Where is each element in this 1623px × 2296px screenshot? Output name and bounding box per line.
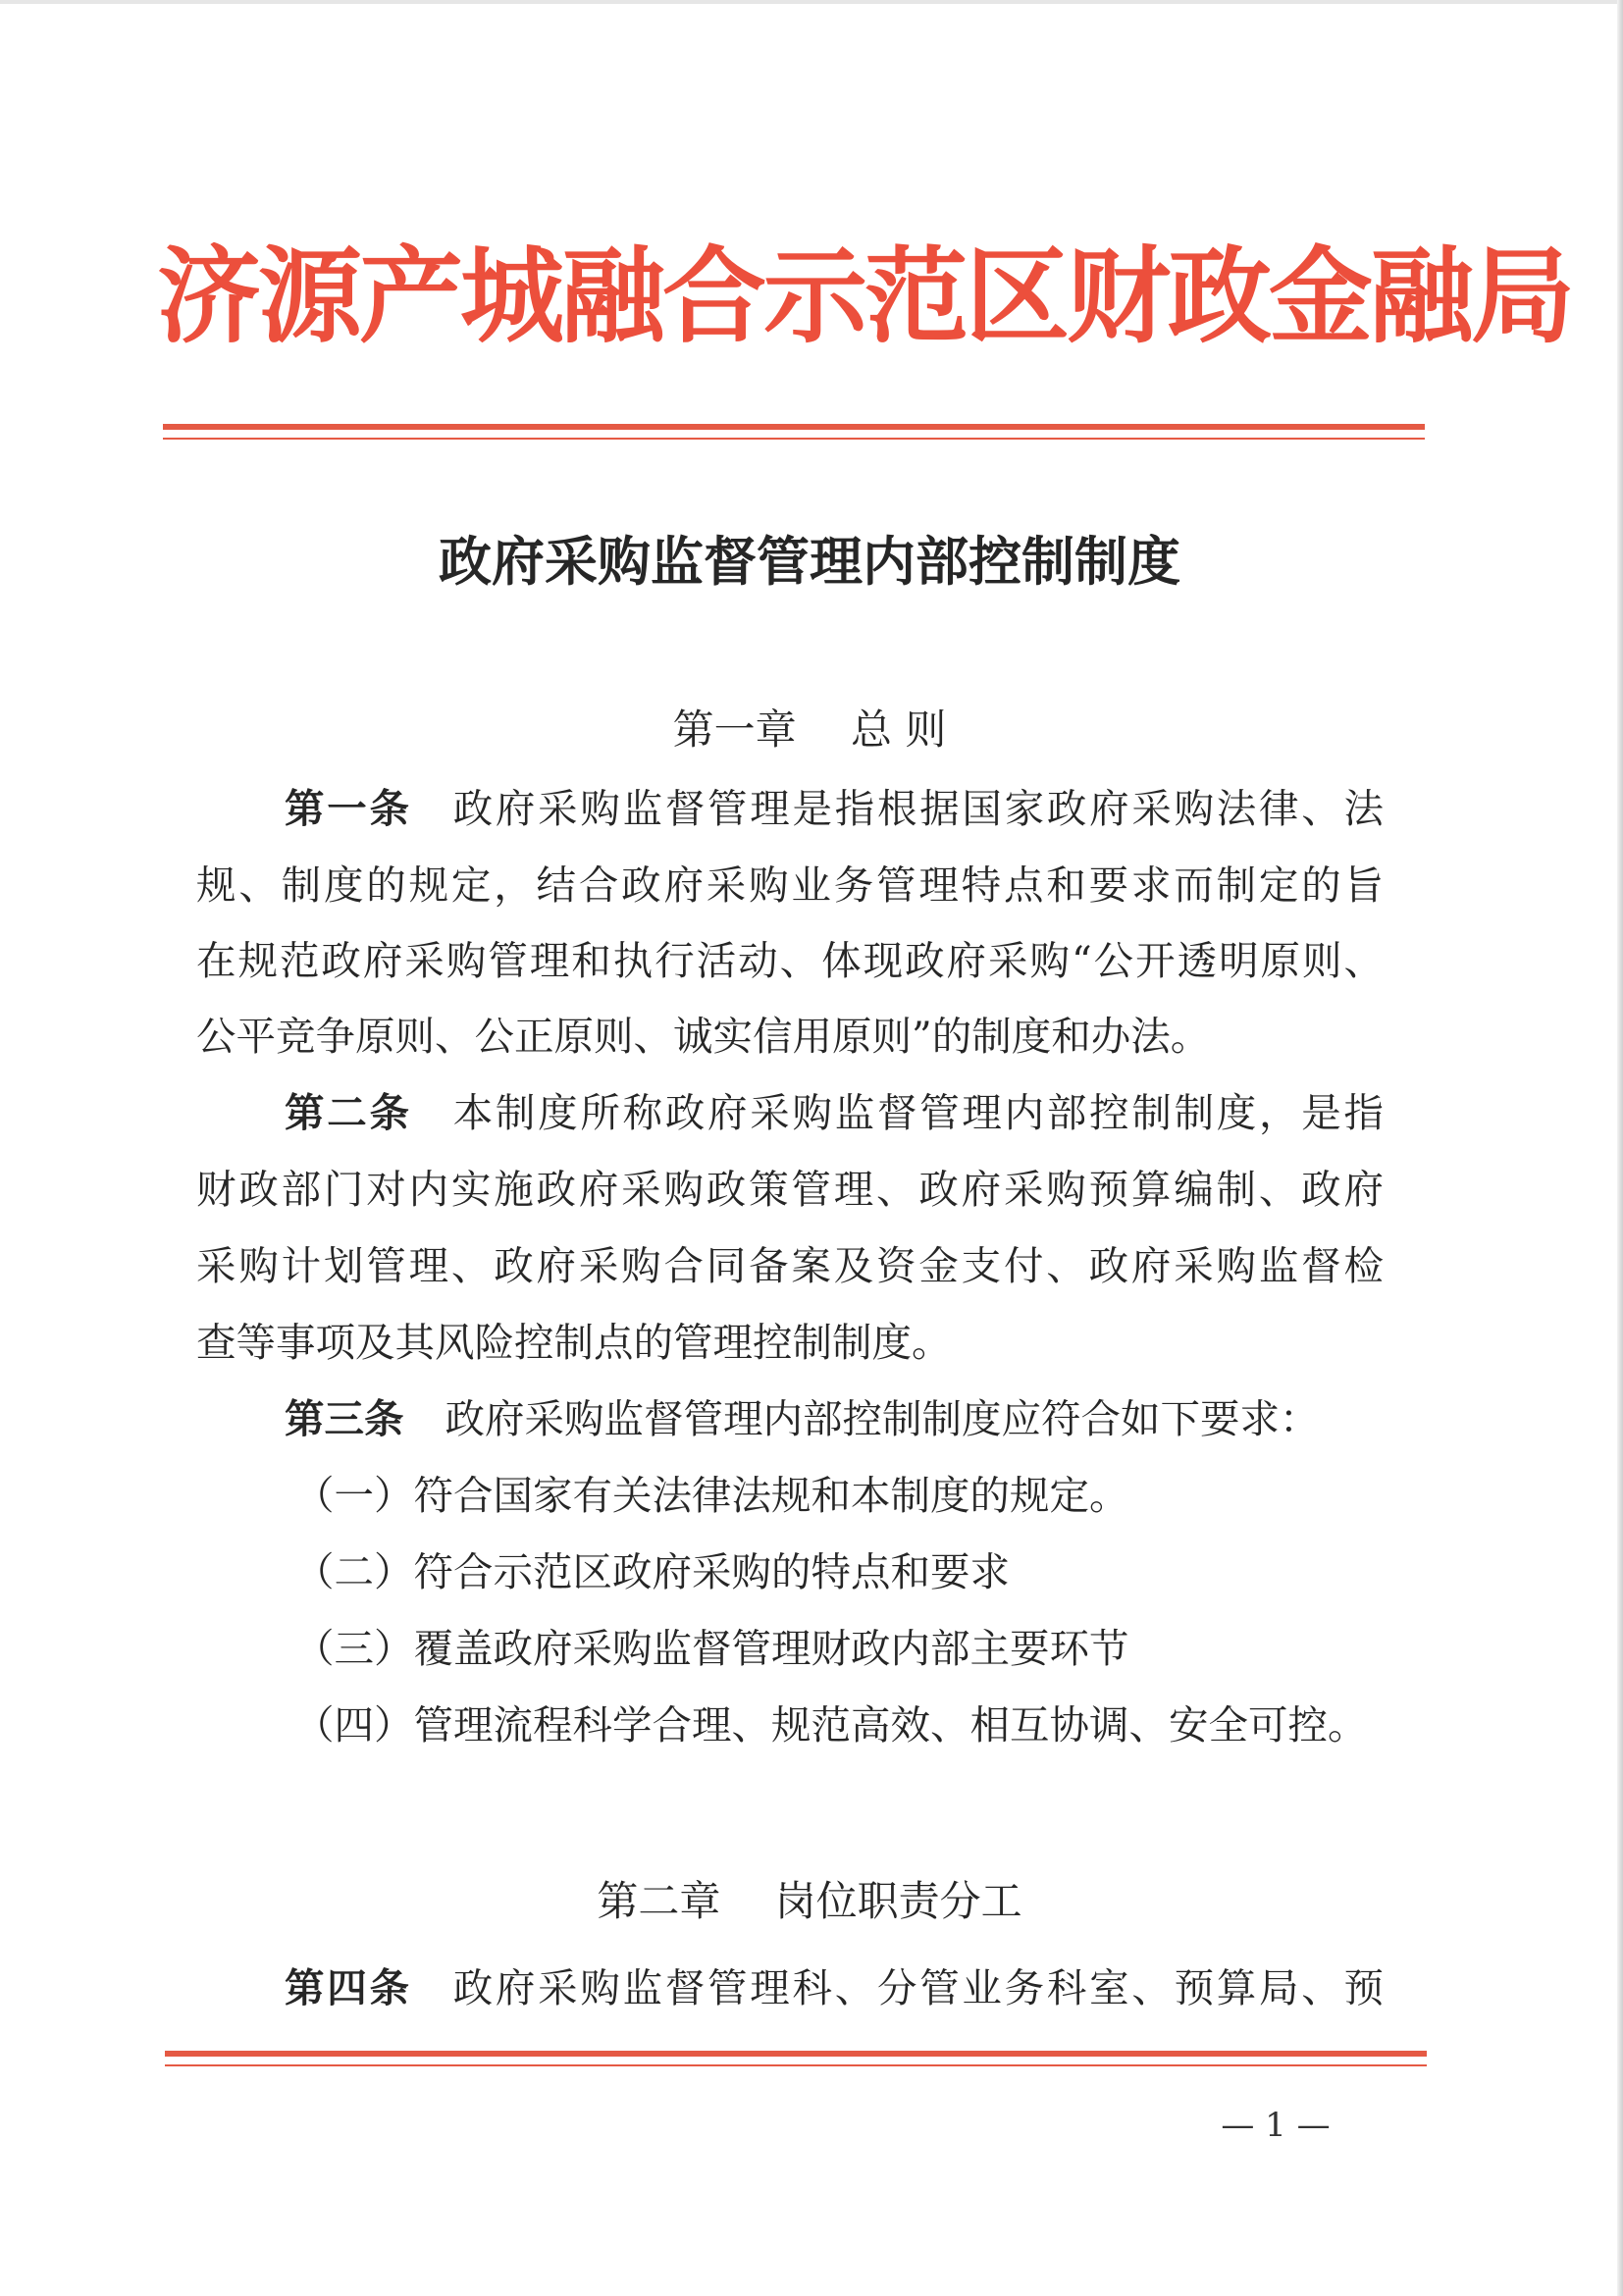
- article-first-line: [285, 1958, 1384, 2017]
- header-red-rule-thin: [163, 438, 1425, 440]
- scan-edge-right: [1617, 0, 1623, 2296]
- scan-edge-top: [0, 0, 1623, 4]
- article-label: 第一条: [285, 785, 412, 832]
- article-line: 财政部门对内实施政府采购政策管理、政府采购预算编制、政府: [196, 1166, 1384, 1213]
- footer-red-rule-thick: [165, 2051, 1427, 2057]
- article-first-line: [285, 779, 1384, 838]
- article-text: 政府采购监督管理内部控制制度应符合如下要求：: [445, 1395, 1320, 1442]
- requirement-item: （三）覆盖政府采购监督管理财政内部主要环节: [294, 1625, 1129, 1672]
- article-text: 政府采购监督管理是指根据国家政府采购法律、法: [452, 785, 1384, 832]
- article-label: 第三条: [285, 1395, 404, 1442]
- article-first-line: [285, 1389, 1384, 1448]
- article-label: 第四条: [285, 1964, 412, 2011]
- requirement-item: （一）符合国家有关法律法规和本制度的规定。: [294, 1472, 1129, 1519]
- article-label: 第二条: [285, 1089, 412, 1136]
- chapter-heading: 第二章 岗位职责分工: [597, 1877, 1022, 1925]
- article-line: 规、制度的规定，结合政府采购业务管理特点和要求而制定的旨: [196, 861, 1384, 909]
- requirement-item: （四）管理流程科学合理、规范高效、相互协调、安全可控。: [294, 1701, 1368, 1748]
- document-title: 政府采购监督管理内部控制制度: [439, 530, 1180, 593]
- article-line: 采购计划管理、政府采购合同备案及资金支付、政府采购监督检: [196, 1242, 1384, 1289]
- issuer-header: 济源产城融合示范区财政金融局: [157, 236, 1572, 357]
- page-number: — 1 —: [1221, 2106, 1331, 2145]
- article-line: 查等事项及其风险控制点的管理控制制度。: [196, 1319, 952, 1366]
- article-first-line: [285, 1083, 1384, 1142]
- article-line: 公平竞争原则、公正原则、诚实信用原则”的制度和办法。: [196, 1013, 1211, 1060]
- article-text: 政府采购监督管理科、分管业务科室、预算局、预: [452, 1964, 1384, 2011]
- requirement-item: （二）符合示范区政府采购的特点和要求: [294, 1548, 1010, 1595]
- article-text: 本制度所称政府采购监督管理内部控制制度，是指: [452, 1089, 1384, 1136]
- article-line: 在规范政府采购管理和执行活动、体现政府采购“公开透明原则、: [196, 937, 1384, 984]
- footer-red-rule-thin: [165, 2064, 1427, 2066]
- chapter-heading: 第一章 总 则: [672, 705, 947, 754]
- header-red-rule-thick: [163, 424, 1425, 430]
